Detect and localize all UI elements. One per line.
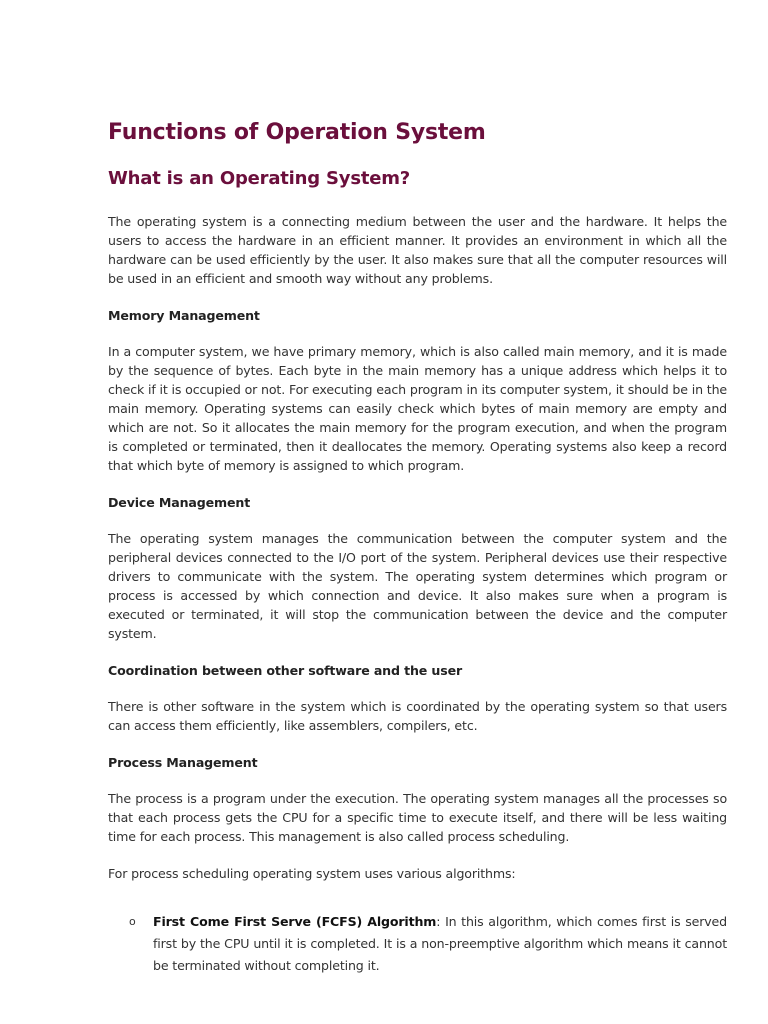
algorithm-name: First Come First Serve (FCFS) Algorithm — [153, 914, 437, 929]
coordination-paragraph: There is other software in the system which is coordinated by the operating system so that users can access them efficiently, like assemblers, compilers, etc. — [108, 699, 727, 733]
memory-management-paragraph: In a computer system, we have primary memory, which is also called main memory, and it is made by the sequence of bytes. Each byte in the main memory has a unique address which helps it to check if it is occupied or not. For executing each program in its computer system, it should be in the main memory. Operating systems can easily check which bytes of main memory are empty and which are not. So it allocates the main memory for the program execution, and when the program is completed or terminated, then it deallocates the memory. Operating systems also keep a record that which byte of memory is assigned to which program. — [108, 344, 727, 473]
article — [108, 118, 727, 977]
algorithm-list — [108, 911, 727, 977]
page-title: Functions of Operation System — [108, 120, 486, 145]
device-management-paragraph: The operating system manages the communication between the computer system and the peripheral devices connected to the I/O port of the system. Peripheral devices use their respective drivers to communicate with the system. The operating system determines which program or process is accessed by which connection and device. It also makes sure when a program is executed or terminated, it will stop the communication between the device and the computer system. — [108, 531, 727, 641]
section-title: What is an Operating System? — [108, 168, 411, 189]
circle-bullet-icon: o — [129, 915, 136, 928]
device-management-heading: Device Management — [108, 495, 251, 510]
scheduling-intro: For process scheduling operating system uses various algorithms: — [108, 866, 516, 881]
memory-management-heading: Memory Management — [108, 308, 260, 323]
process-management-paragraph: The process is a program under the execution. The operating system manages all the processes so that each process gets the CPU for a specific time to execute itself, and there will be less waiting time for each process. This management is also called process scheduling. — [108, 791, 727, 844]
algorithm-description: : In this algorithm, which comes first is served first by the CPU until it is completed. It is a non-preemptive algorithm which means it cannot be terminated without completing it. — [153, 914, 727, 973]
coordination-heading: Coordination between other software and the user — [108, 663, 463, 678]
process-management-heading: Process Management — [108, 755, 258, 770]
intro-paragraph: The operating system is a connecting medium between the user and the hardware. It helps the users to access the hardware in an efficient manner. It provides an environment in which all the hardware can be used efficiently by the user. It also makes sure that all the computer resources will be used in an efficient and smooth way without any problems. — [108, 214, 727, 286]
list-item — [129, 911, 727, 977]
